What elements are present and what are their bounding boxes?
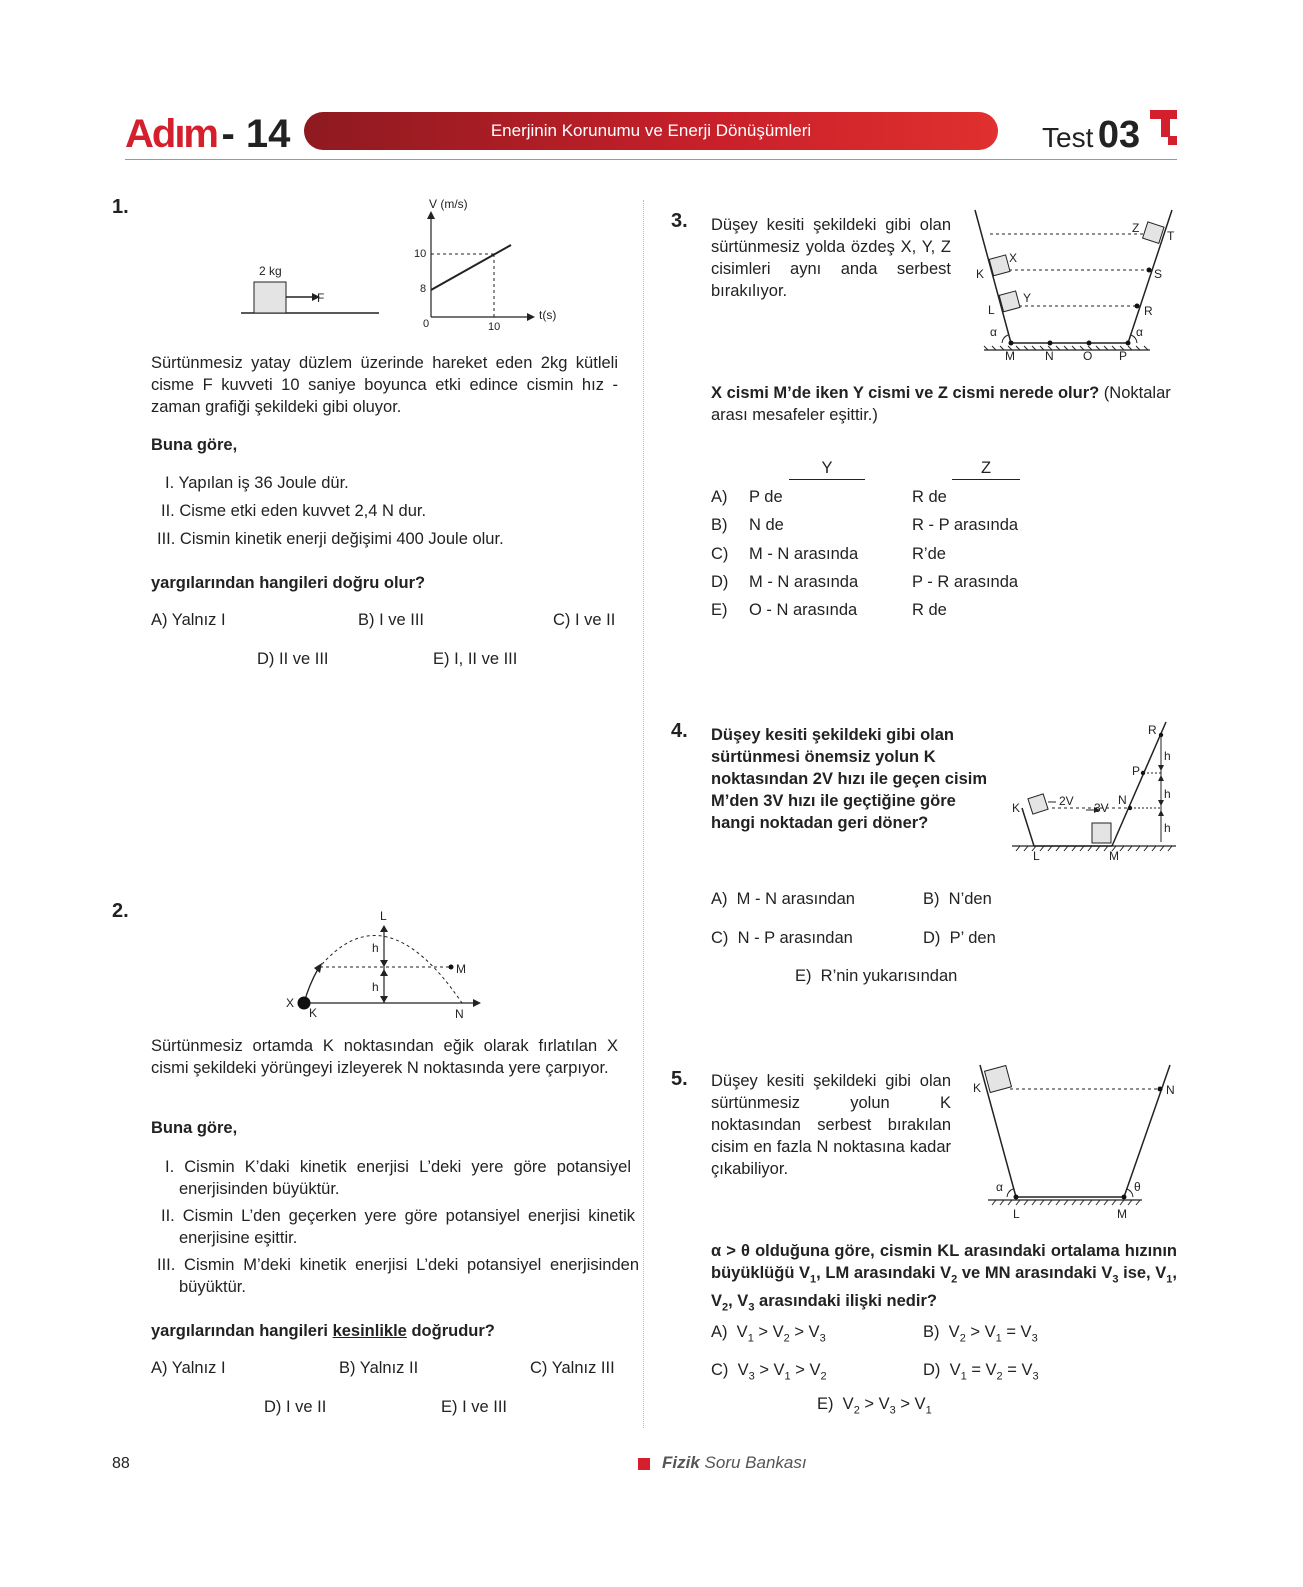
q4-h1-label: h — [1164, 749, 1171, 763]
q3-question — [711, 382, 1177, 426]
q1-option-c[interactable]: C) I ve II — [553, 611, 616, 629]
section-number: - 14 — [221, 112, 291, 156]
q4-option-c[interactable]: C) N - P arasından — [711, 929, 853, 947]
q3-S-label: S — [1154, 267, 1163, 281]
q1-force-label: F — [317, 291, 325, 305]
q1-yaxis-label: V (m/s) — [429, 197, 468, 211]
q4-L-label: L — [1033, 849, 1040, 863]
q4-stem: Düşey kesiti şekildeki gibi olan sürtünmesi önemsiz yolun K noktasından 2V hızı ile geçen cisim M’den 3V hızı ile geçtiğine göre hangi noktadan geri döner? — [711, 726, 988, 832]
q5-expr: > V — [895, 1395, 926, 1413]
q1-stem: Sürtünmesiz yatay düzlem üzerinde hareket eden 2kg kütleli cisme F kuvveti 10 saniye boyunca etki edince cismin hız - zaman grafiği şekildeki gibi oluyor. — [151, 354, 618, 416]
q3-option-e[interactable] — [711, 601, 1111, 625]
q1-number: 1. — [112, 196, 129, 218]
q5-question-part: arasındaki ilişki nedir? — [754, 1292, 937, 1311]
q5-question-part: , LM arasındaki V — [816, 1264, 952, 1282]
q4-v3-label: 3V — [1094, 801, 1109, 815]
footer-brand-bold: Fizik — [662, 1453, 700, 1472]
q5-option-d[interactable] — [923, 1361, 1039, 1382]
q3-option-z: R de — [912, 488, 947, 506]
q3-option-y: P de — [749, 488, 783, 506]
q1-x10-label: 10 — [488, 321, 501, 333]
q3-option-y: O - N arasında — [749, 601, 858, 619]
q5-expr-sub: 3 — [1031, 1332, 1038, 1345]
q2-figure — [280, 905, 490, 1025]
q5-expr: V — [842, 1395, 854, 1413]
q3-col-y-header: Y — [789, 459, 865, 480]
q5-expr: > V — [790, 1361, 821, 1379]
q4-v2-label: 2V — [1059, 794, 1074, 808]
q1-option-d[interactable]: D) II ve III — [257, 650, 329, 668]
q5-N-label: N — [1166, 1083, 1175, 1097]
brand-logo: Adım — [125, 112, 217, 156]
q5-option-b[interactable] — [923, 1323, 1038, 1344]
q2-question-pre: yargılarından hangileri — [151, 1322, 333, 1340]
q5-alpha-label: α — [996, 1180, 1003, 1194]
q5-expr-sub: 2 — [996, 1370, 1003, 1383]
q5-expr: > V — [859, 1395, 890, 1413]
q2-question — [151, 1320, 495, 1342]
q3-option-z: R’de — [912, 545, 946, 563]
q3-option-letter: B) — [711, 516, 728, 534]
q2-statement: II. Cismin L’den geçerken yere göre potansiyel enerjisi kinetik enerjisine eşittir. — [161, 1207, 635, 1247]
header-brand — [125, 112, 290, 157]
q3-question-main: X cismi M’de iken Y cismi ve Z cismi nerede olur? — [711, 384, 1100, 402]
q1-mass-label: 2 kg — [259, 264, 282, 278]
q3-option-y: N de — [749, 516, 784, 534]
q3-alpha-left: α — [990, 325, 997, 339]
q5-expr: = V — [966, 1361, 997, 1379]
q4-number: 4. — [671, 720, 688, 742]
test-label: Test — [1042, 122, 1094, 153]
q3-option-letter: E) — [711, 601, 728, 619]
q3-figure — [970, 202, 1180, 367]
q3-Z-label: Z — [1132, 221, 1140, 235]
q4-h3-label: h — [1164, 821, 1171, 835]
q3-option-a[interactable] — [711, 488, 1111, 512]
q1-y10-label: 10 — [414, 248, 427, 260]
q1-xaxis-label: t(s) — [539, 308, 557, 322]
q3-option-z: P - R arasında — [912, 573, 1019, 591]
q2-statement: III. Cismin M’deki kinetik enerjisi L’deki potansiyel enerjisinden büyüktür. — [157, 1256, 639, 1296]
q3-K-label: K — [976, 267, 985, 281]
q5-expr: V — [736, 1323, 748, 1341]
q5-expr-sub: 2 — [820, 1370, 827, 1383]
q3-option-y: M - N arasında — [749, 545, 859, 563]
q1-figure — [236, 195, 566, 335]
q4-R-label: R — [1148, 723, 1157, 737]
q5-L-label: L — [1013, 1207, 1020, 1221]
q5-figure — [970, 1060, 1180, 1225]
q5-expr-sub: 3 — [748, 1370, 755, 1383]
q4-P-label: P — [1132, 764, 1141, 778]
q2-h2-label: h — [372, 980, 379, 994]
q5-option-e[interactable] — [817, 1395, 932, 1416]
q4-option-e[interactable]: E) R’nin yukarısından — [795, 967, 958, 985]
q2-h1-label: h — [372, 941, 379, 955]
q5-expr-sub: 3 — [889, 1404, 896, 1417]
q3-alpha-right: α — [1136, 325, 1143, 339]
footer-brand-rest: Soru Bankası — [699, 1453, 807, 1472]
q2-option-d[interactable]: D) I ve II — [264, 1398, 327, 1416]
q1-statement: III. Cismin kinetik enerji değişimi 400 Joule olur. — [157, 530, 504, 548]
q3-M-label: M — [1005, 349, 1015, 363]
q3-question-note: (Noktalar arası mesafeler eşittir.) — [711, 384, 1171, 424]
q5-expr-sub: 1 — [995, 1332, 1002, 1345]
q5-expr: > V — [753, 1323, 784, 1341]
q1-statement: II. Cisme etki eden kuvvet 2,4 N dur. — [161, 502, 427, 520]
q4-option-a[interactable]: A) M - N arasından — [711, 890, 855, 908]
q5-expr: = V — [1001, 1323, 1032, 1341]
q1-origin-label: 0 — [423, 318, 430, 330]
q2-number: 2. — [112, 900, 129, 922]
q3-option-y: M - N arasında — [749, 573, 859, 591]
q3-P-label: P — [1119, 349, 1128, 363]
q3-number: 3. — [671, 210, 688, 232]
q5-number: 5. — [671, 1068, 688, 1090]
q3-N-label: N — [1045, 349, 1054, 363]
test-number: 03 — [1097, 114, 1141, 156]
q5-expr-sub: 1 — [747, 1332, 754, 1345]
q5-question-part: ve MN arasındaki V — [957, 1264, 1113, 1282]
q3-T-label: T — [1167, 229, 1175, 243]
q5-option-letter: C) — [711, 1361, 729, 1379]
q2-option-c[interactable]: C) Yalnız III — [530, 1359, 615, 1377]
q3-option-d[interactable] — [711, 573, 1111, 597]
q1-lead: Buna göre, — [151, 436, 238, 454]
q5-expr: V — [948, 1323, 960, 1341]
q3-option-letter: A) — [711, 488, 728, 506]
q5-option-c[interactable] — [711, 1361, 827, 1382]
q3-X-label: X — [1009, 251, 1018, 265]
q5-option-a[interactable] — [711, 1323, 826, 1344]
q5-expr-sub: 1 — [960, 1370, 967, 1383]
q5-expr-sub: 2 — [783, 1332, 790, 1345]
q3-R-label: R — [1144, 304, 1153, 318]
page-number: 88 — [112, 1455, 130, 1472]
q2-lead: Buna göre, — [151, 1119, 238, 1137]
q5-M-label: M — [1117, 1207, 1127, 1221]
q3-O-label: O — [1083, 349, 1093, 363]
q4-option-d[interactable]: D) P’ den — [923, 929, 996, 947]
q5-expr-sub: 2 — [959, 1332, 966, 1345]
q3-option-z: R de — [912, 601, 947, 619]
q5-expr: > V — [754, 1361, 785, 1379]
q2-option-a[interactable]: A) Yalnız I — [151, 1359, 226, 1377]
q3-col-z-header: Z — [952, 459, 1020, 480]
q5-question-part: , V — [728, 1292, 749, 1311]
t-logo-icon — [1150, 110, 1180, 152]
q3-option-b[interactable] — [711, 516, 1111, 540]
q5-expr-sub: 3 — [819, 1332, 826, 1345]
q4-option-b[interactable]: B) N’den — [923, 890, 992, 908]
q5-expr: > V — [789, 1323, 820, 1341]
q1-option-a[interactable]: A) Yalnız I — [151, 611, 226, 629]
q5-expr: V — [949, 1361, 961, 1379]
q5-expr-sub: 3 — [1032, 1370, 1039, 1383]
q4-N-label: N — [1118, 793, 1127, 807]
q5-K-label: K — [973, 1081, 982, 1095]
q5-stem: Düşey kesiti şekildeki gibi olan sürtünmesiz yolun K noktasından serbest bırakılan cisim en fazla N noktasına kadar çıkabiliyor. — [711, 1072, 951, 1178]
q4-h2-label: h — [1164, 787, 1171, 801]
q5-question: α > θ olduğuna göre, cismin KL arasındaki ortalama hızının büyüklüğü $V_1$, LM arasındaki $V_2$ ve MN arasındaki $V_3$ ise, $V_1$, $V_2$, $V_3$ arasındaki ilişki nedir? — [711, 1242, 1177, 1314]
q2-option-b[interactable]: B) Yalnız II — [339, 1359, 419, 1377]
q3-option-c[interactable] — [711, 545, 1111, 569]
q4-figure — [1008, 718, 1180, 866]
q5-expr: V — [737, 1361, 749, 1379]
test-label-group — [1042, 114, 1140, 157]
q5-expr-sub: 2 — [853, 1404, 860, 1417]
q5-expr-sub: 1 — [784, 1370, 791, 1383]
footer-brand — [662, 1453, 807, 1473]
q3-L-label: L — [988, 303, 995, 317]
q1-option-e[interactable]: E) I, II ve III — [433, 650, 518, 668]
q5-option-letter: B) — [923, 1323, 940, 1341]
q2-question-emphasis: kesinlikle — [332, 1322, 407, 1340]
q2-option-e[interactable]: E) I ve III — [441, 1398, 508, 1416]
q5-option-letter: A) — [711, 1323, 728, 1341]
q3-option-z: R - P arasında — [912, 516, 1019, 534]
q5-question-part: α > θ olduğuna göre, cismin KL arasındaki ortalama hızının büyüklüğü V — [711, 1242, 1177, 1282]
q2-N-label: N — [455, 1007, 464, 1021]
q4-K-label: K — [1012, 801, 1021, 815]
q2-L-label: L — [380, 909, 387, 923]
q2-statement: I. Cismin K’daki kinetik enerjisi L’deki yere göre potansiyel enerjisinden büyüktür. — [165, 1158, 631, 1198]
topic-banner — [304, 112, 998, 150]
q2-question-post: doğrudur? — [406, 1322, 495, 1340]
q2-K-label: K — [309, 1006, 318, 1020]
q1-y8-label: 8 — [420, 283, 427, 295]
column-divider — [643, 200, 644, 1428]
q1-option-b[interactable]: B) I ve III — [358, 611, 425, 629]
q3-option-letter: D) — [711, 573, 729, 591]
q3-Y-label: Y — [1023, 291, 1032, 305]
q5-option-letter: E) — [817, 1395, 834, 1413]
q2-stem: Sürtünmesiz ortamda K noktasından eğik olarak fırlatılan X cismi şekildeki yörüngeyi izleyerek N noktasında yere çarpıyor. — [151, 1037, 618, 1077]
q3-option-letter: C) — [711, 545, 729, 563]
q5-expr: = V — [1002, 1361, 1033, 1379]
q5-expr-sub: 1 — [925, 1404, 932, 1417]
q3-stem: Düşey kesiti şekildeki gibi olan sürtünmesiz yolda özdeş X, Y, Z cisimleri aynı anda serbest bırakılıyor. — [711, 216, 951, 300]
q5-question-part: ise, V — [1118, 1264, 1167, 1282]
topic-title: Enerjinin Korunumu ve Enerji Dönüşümleri — [490, 121, 812, 140]
q5-theta-label: θ — [1134, 1180, 1141, 1194]
footer-square-icon — [638, 1458, 650, 1470]
header-rule — [125, 159, 1177, 160]
q5-question-part: , V — [711, 1264, 1177, 1311]
q1-question: yargılarından hangileri doğru olur? — [151, 574, 426, 592]
q4-M-label: M — [1109, 849, 1119, 863]
q5-expr: > V — [965, 1323, 996, 1341]
q1-statement: I. Yapılan iş 36 Joule dür. — [165, 474, 349, 492]
q2-M-label: M — [456, 962, 466, 976]
q5-option-letter: D) — [923, 1361, 941, 1379]
q2-X-label: X — [286, 996, 295, 1010]
